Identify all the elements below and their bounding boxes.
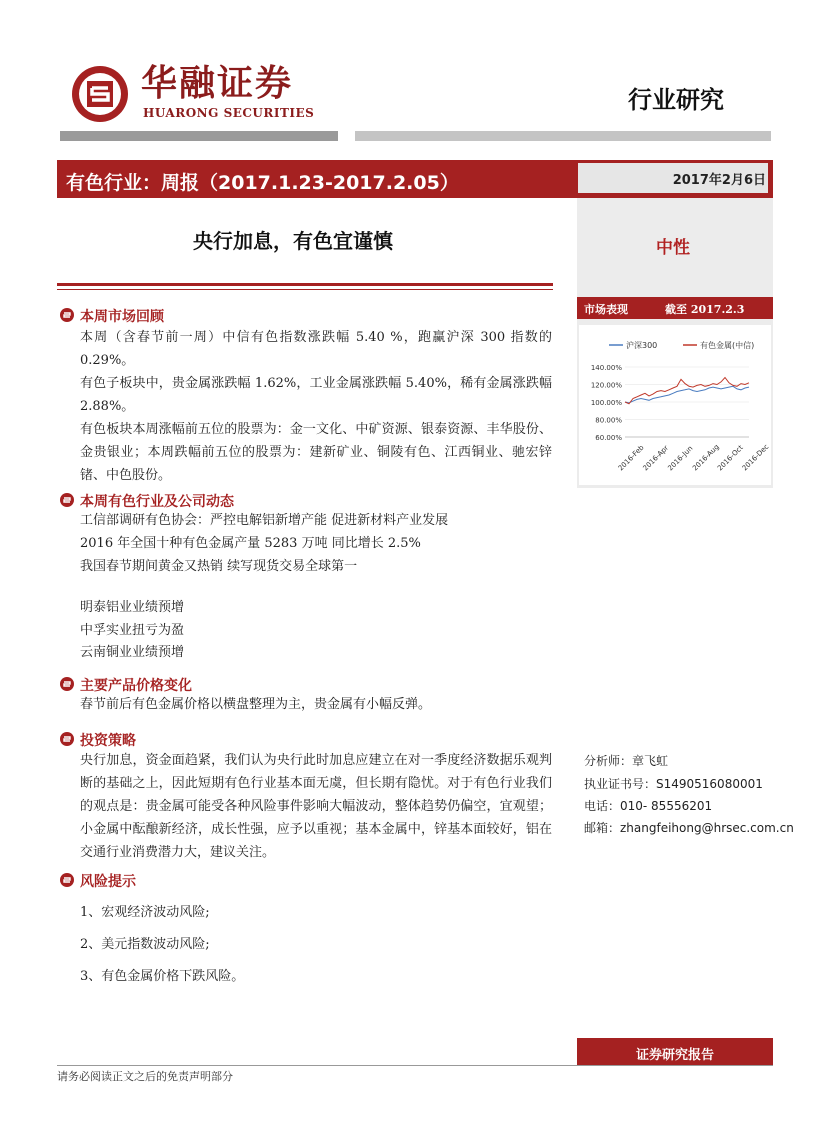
prices-text: 春节前后有色金属价格以横盘整理为主，贵金属有小幅反弹。 [80,697,432,712]
company-news-item: 明泰铝业业绩预增 [80,600,185,615]
x-tick-label: 2016-Oct [715,443,745,473]
company-news-item: 中孚实业扭亏为盈 [80,623,185,638]
news-item: 我国春节期间黄金又热销 续写现货交易全球第一 [80,559,358,574]
series-line-0 [625,386,749,403]
news-item: 工信部调研有色协会：严控电解铝新增产能 促进新材料产业发展 [80,513,449,528]
brand-name-cn: 华融证券 [141,63,294,104]
analyst-license: 执业证书号：S1490516080001 [584,777,763,791]
industry-rating: 中性 [656,238,690,258]
analyst-email[interactable]: 邮箱：zhangfeihong@hrsec.com.cn [584,821,794,835]
review-paragraph-3: 有色板块本周涨幅前五位的股票为：金一文化、中矿资源、银泰资源、丰华股份、金贵银业；本周跌幅前五位的股票为：建新矿业、铜陵有色、江西铜业、驰宏锌锗、中色股份。 [80,422,552,483]
brand-name-en: HUARONG SECURITIES [143,106,315,120]
y-tick-label: 80.00% [595,416,622,425]
section-title-strategy: 投资策略 [80,733,136,749]
market-performance-date: 截至 2017.2.3 [665,303,745,316]
legend-label: 有色金属(中信) [700,341,755,350]
legend-label: 沪深300 [626,341,658,350]
risk-item: 3、有色金属价格下跌风险。 [80,969,245,984]
y-tick-label: 60.00% [595,434,622,442]
review-paragraph-2: 有色子板块中，贵金属涨跌幅 1.62%，工业金属涨跌幅 5.40%，稀有金属涨跌幅 2.88%。 [80,376,552,414]
x-tick-label: 2016-Apr [641,443,671,473]
section-title-news: 本周有色行业及公司动态 [80,494,234,510]
huarong-logo-icon [70,64,130,124]
x-tick-label: 2016-Aug [691,442,721,473]
chart-box [579,325,771,485]
series-line-1 [625,378,749,404]
disclaimer-note: 请务必阅读正文之后的免责声明部分 [57,1070,233,1083]
y-tick-label: 120.00% [590,381,622,390]
headline-rule-thin [57,289,553,290]
x-tick-label: 2016-Feb [616,443,646,473]
section-marker-icon [60,308,74,322]
report-type: 行业研究 [628,86,724,114]
section-marker-icon [60,732,74,746]
section-marker-icon [60,873,74,887]
x-tick-label: 2016-Dec [740,442,771,473]
section-marker-icon [60,677,74,691]
report-title: 有色行业：周报（2017.1.23-2017.2.05） [66,172,459,194]
risk-item: 1、宏观经济波动风险; [80,905,210,920]
strategy-text: 央行加息，资金面趋紧，我们认为央行此时加息应建立在对一季度经济数据乐观判断的基础之上，因此短期有色行业基本面无虞，但长期有隐忧。对于有色行业我们的观点是：贵金属可能受各种风险事件影响大幅波动，整体趋势仍偏空，宜观望；小金属中酝酿新经济，成长性强，应予以重视；基本金属中，锌基本面较好，铝在交通行业消费潜力大，建议关注。 [80,753,552,860]
headline-rule [57,283,553,286]
market-performance-label: 市场表现 [584,303,628,316]
analyst-phone: 电话：010- 85556201 [584,799,713,813]
analyst-name: 分析师：章飞虹 [584,754,669,768]
risk-item: 2、美元指数波动风险; [80,937,210,952]
company-news-item: 云南铜业业绩预增 [80,645,185,660]
y-tick-label: 100.00% [590,399,622,407]
headline: 央行加息，有色宜谨慎 [193,229,393,253]
review-paragraph-1: 本周（含春节前一周）中信有色指数涨跌幅 5.40 %，跑赢沪深 300 指数的 0.29%。 [80,330,552,368]
y-tick-label: 140.00% [590,364,622,372]
report-date: 2017年2月6日 [672,173,766,188]
header-bar-light [355,131,771,141]
section-title-review: 本周市场回顾 [80,309,164,325]
section-title-prices: 主要产品价格变化 [80,678,192,694]
news-item: 2016 年全国十种有色金属产量 5283 万吨 同比增长 2.5% [80,536,421,551]
footer-rule [57,1065,773,1066]
section-marker-icon [60,493,74,507]
x-tick-label: 2016-Jun [666,444,695,473]
performance-chart [579,325,771,485]
header-bar-dark [60,131,338,141]
footer-report-label: 证券研究报告 [635,1048,714,1063]
section-title-risk: 风险提示 [80,874,136,890]
